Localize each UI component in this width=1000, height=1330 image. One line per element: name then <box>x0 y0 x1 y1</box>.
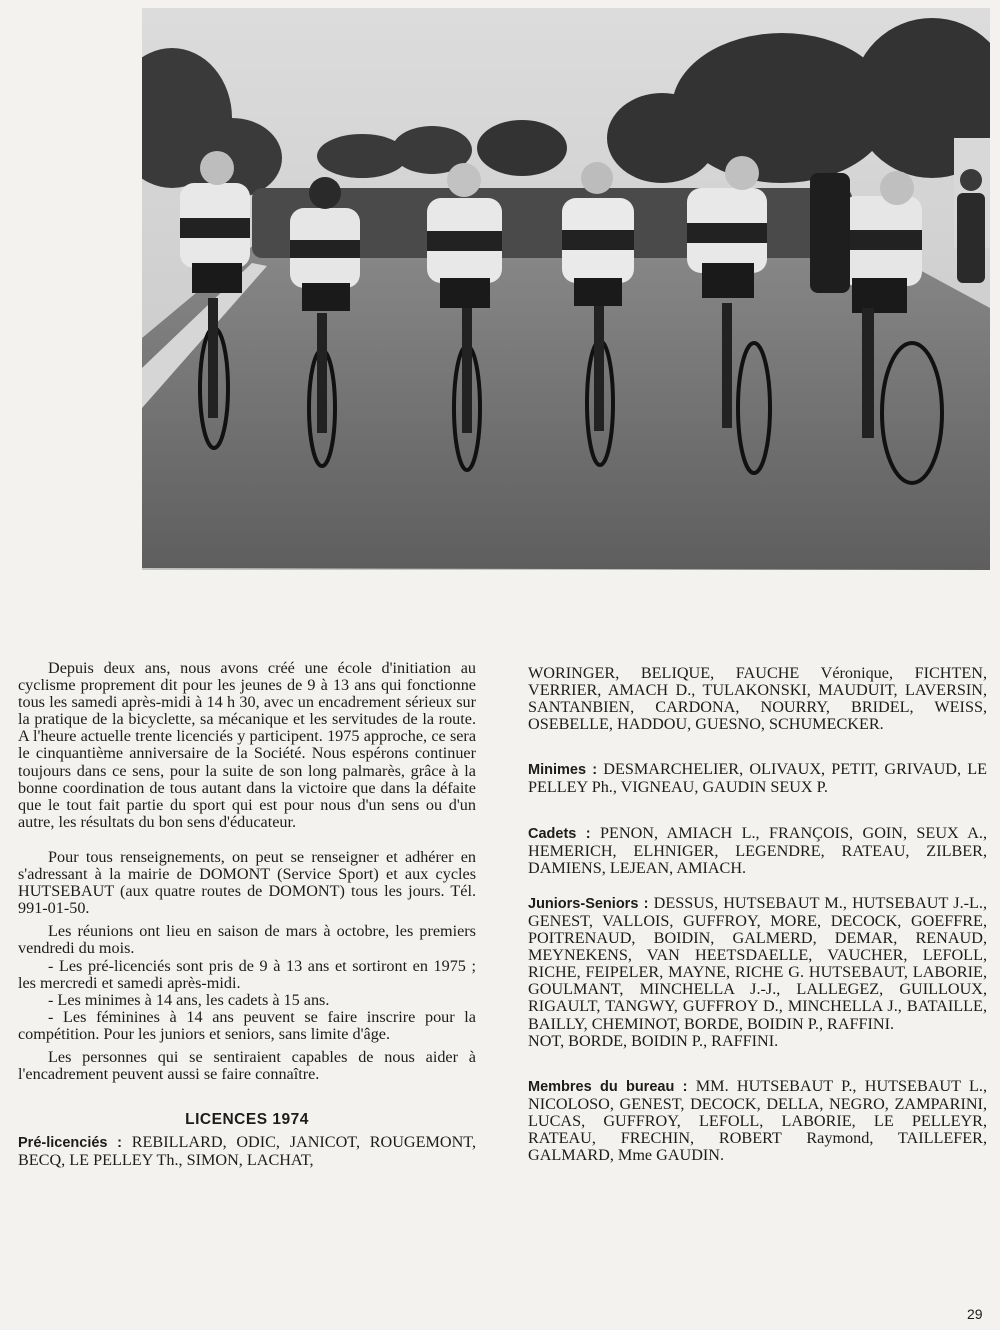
licences-heading: LICENCES 1974 <box>185 1111 309 1129</box>
left-column <box>18 660 476 1169</box>
rule-pre-licencies: - Les pré-licenciés sont pris de 9 à 13 ans et sortiront en 1975 ; les mercredi et samedi après-midi. <box>18 956 476 992</box>
cyclists-photo <box>142 8 990 570</box>
pre-licencies-names: REBILLARD, ODIC, JANICOT, ROUGEMONT, BECQ, LE PELLEY Th., SIMON, LACHAT, <box>18 1133 476 1170</box>
info-paragraph: Pour tous renseignements, on peut se renseigner et adhérer en s'adressant à la mairie de DOMONT (Service Sport) et aux cycles HUTSEBAUT (aux quatre routes de DOMONT) tous les jours. Tél. 991-01-50. <box>18 847 476 918</box>
bureau-names: MM. HUTSEBAUT P., HUTSEBAUT L., NICOLOSO, GENEST, DECOCK, DELLA, NEGRO, ZAMPARINI, LUCAS, GUFFROY, LEFOLL, LABORIE, LE PELLEYR, RATEAU, FRECHIN, ROBERT Raymond, TAILLEFER, GALMARD, Mme GAUDIN. <box>528 1076 988 1165</box>
meetings-paragraph: Les réunions ont lieu en saison de mars à octobre, les premiers vendredi du mois. <box>18 922 476 958</box>
bureau-entry <box>528 1078 987 1164</box>
pre-licencies-entry <box>18 1134 476 1169</box>
rule-feminines: - Les féminines à 14 ans peuvent se faire inscrire pour la compétition. Pour les juniors et seniors, sans limite d'âge. <box>18 1007 476 1043</box>
rule-minimes-cadets: - Les minimes à 14 ans, les cadets à 15 ans. <box>48 990 330 1009</box>
cadets-label: Cadets : <box>528 825 591 842</box>
minimes-label: Minimes : <box>528 762 598 779</box>
pre-licencies-continued: WORINGER, BELIQUE, FAUCHE Véronique, FICHTEN, VERRIER, AMACH D., TULAKONSKI, MAUDUIT, LAVERSIN, SANTANBIEN, CARDONA, NOURRY, BRIDEL, WEISS, OSEBELLE, HADDOU, GUESNO, SCHUMECKER. <box>528 664 987 734</box>
bureau-label: Membres du bureau : <box>528 1078 688 1095</box>
juniors-label: Juniors-Seniors : <box>528 895 649 912</box>
minimes-entry <box>528 761 987 796</box>
juniors-entry <box>528 895 987 1033</box>
help-paragraph: Les personnes qui se sentiraient capables de nous aider à l'encadrement peuvent aussi se faire connaître. <box>18 1047 476 1084</box>
juniors-names: DESSUS, HUTSEBAUT M., HUTSEBAUT J.-L., GENEST, VALLOIS, GUFFROY, MORE, DECOCK, GOEFFRE, POITRENAUD, BOIDIN, GALMERD, DEMAR, RENAUD, MEYNEKENS, VAN HEETSDAELLE, VAUCHER, LEFOLL, RICHE, FEIPELER, MAYNE, RICHE G. HUTSEBAUT, LABORIE, GOULMANT, MINCHELLA J.-J., LALLEGEZ, GUILLOUX, RIGAULT, TANGWY, GUFFROY D., MINCHELLA J., BATAILLE, BAILLY, CHEMINOT, BORDE, BOIDIN P., RAFFINI. <box>528 893 987 1033</box>
pre-licencies-label: Pré-licenciés : <box>18 1135 123 1152</box>
cadets-names: PENON, AMIACH L., FRANÇOIS, GOIN, SEUX A., HEMERICH, ELHNIGER, LEGENDRE, RATEAU, ZILBER, DAMIENS, LEJEAN, AMIACH. <box>528 823 987 877</box>
cadets-entry <box>528 825 987 877</box>
juniors-duplicate-line: NOT, BORDE, BOIDIN P., RAFFINI. <box>528 1031 779 1050</box>
page-number: 29 <box>967 1306 983 1322</box>
intro-paragraph: Depuis deux ans, nous avons créé une école d'initiation au cyclisme proprement dit pour les jeunes de 9 à 13 ans qui fonctionne tous les samedi après-midi à 14 h 30, avec un encadrement sérieux sur la pratique de la bicyclette, sa mécanique et les servitudes de la route. A l'heure actuelle trente licenciés y participent. 1975 approche, ce sera le cinquantième anniversaire de la Société. Nous espérons continuer toujours dans ce sens, pour la suite de son long palmarès, grâce à la bonne coordination de tous autant dans la victoire que dans la défaite que le tout fait partie du sport qui est pour nous d'un sens ou d'un autre, les résultats du bon sens d'éducateur. <box>18 659 476 831</box>
photo-image <box>142 8 990 570</box>
right-column <box>528 665 987 1164</box>
minimes-names: DESMARCHELIER, OLIVAUX, PETIT, GRIVAUD, LE PELLEY Ph., VIGNEAU, GAUDIN SEUX P. <box>528 760 988 797</box>
